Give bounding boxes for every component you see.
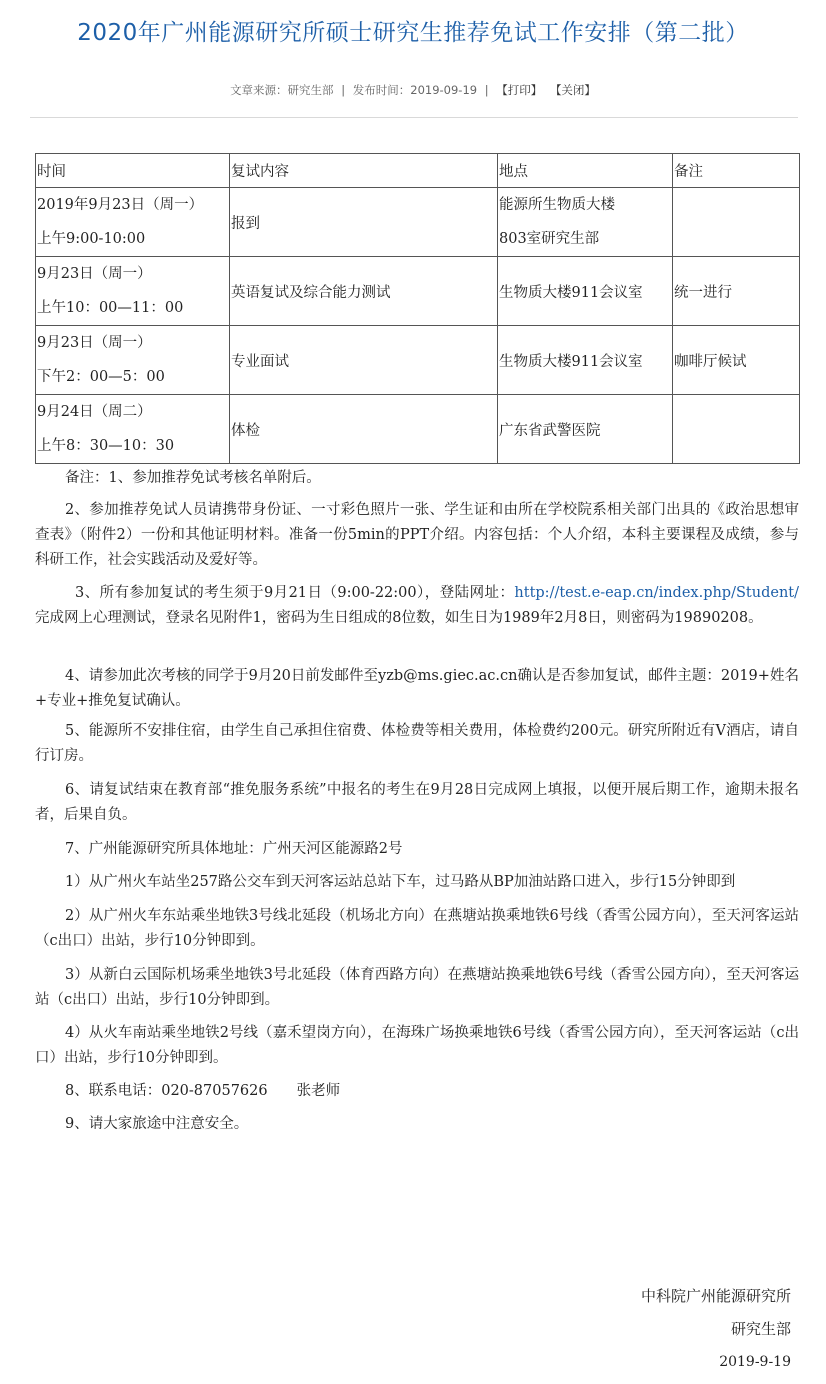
time-date: 9月24日（周二） <box>37 404 152 420</box>
table-row <box>36 257 800 326</box>
time-date: 2019年9月23日（周一） <box>37 197 204 213</box>
note-paragraph <box>35 581 799 631</box>
table-row <box>36 188 800 257</box>
place-cell: 广东省武警医院 <box>498 395 673 464</box>
note-paragraph: 5、能源所不安排住宿，由学生自己承担住宿费、体检费等相关费用，体检费约200元。研究所附近有V酒店，请自行订房。 <box>35 723 799 764</box>
header-divider <box>30 117 798 118</box>
test-url-link[interactable]: http://test.e-eap.cn/index.php/Student/ <box>514 585 799 601</box>
note-cell: 咖啡厅候试 <box>673 326 800 395</box>
time-range: 上午8：30—10：30 <box>37 438 175 454</box>
source-label: 文章来源：研究生部 <box>230 83 334 97</box>
place-line: 803室研究生部 <box>499 231 600 247</box>
route-paragraph: 2）从广州火车东站乘坐地铁3号线北延段（机场北方向）在燕塘站换乘地铁6号线（香雪公园方向），至天河客运站（c出口）出站，步行10分钟即到。 <box>35 908 799 949</box>
publish-date: 发布时间：2019-09-19 <box>352 83 478 97</box>
meta-separator: | <box>484 83 489 97</box>
note-paragraph: 9、请大家旅途中注意安全。 <box>65 1116 249 1132</box>
route-paragraph: 1）从广州火车站坐257路公交车到天河客运站总站下车，过马路从BP加油站路口进入，步行15分钟即到 <box>65 874 736 890</box>
table-header-row <box>36 154 800 188</box>
time-cell <box>36 257 230 326</box>
note-text: 完成网上心理测试，登录名见附件1，密码为生日组成的8位数，如生日为1989年2月8日，则密码为19890208。 <box>35 610 763 626</box>
close-link[interactable]: 【关闭】 <box>549 83 596 97</box>
header-cell: 地点 <box>498 154 673 188</box>
header-cell: 复试内容 <box>230 154 498 188</box>
content-cell: 报到 <box>230 188 498 257</box>
table-row <box>36 326 800 395</box>
schedule-table <box>35 153 800 464</box>
time-range: 上午9:00-10:00 <box>37 231 146 247</box>
place-line: 能源所生物质大楼 <box>499 197 615 213</box>
time-range: 上午10：00—11：00 <box>37 300 184 316</box>
place-cell <box>498 188 673 257</box>
note-paragraph: 7、广州能源研究所具体地址：广州天河区能源路2号 <box>65 841 403 857</box>
note-paragraph: 6、请复试结束在教育部“推免服务系统”中报名的考生在9月28日完成网上填报，以便开展后期工作，逾期未报名者，后果自负。 <box>35 782 799 823</box>
header-cell: 时间 <box>36 154 230 188</box>
time-cell <box>36 326 230 395</box>
print-link[interactable]: 【打印】 <box>496 83 543 97</box>
note-paragraph: 备注：1、参加推荐免试考核名单附后。 <box>65 470 321 486</box>
time-date: 9月23日（周一） <box>37 335 152 351</box>
time-cell <box>36 395 230 464</box>
article-title: 2020年广州能源研究所硕士研究生推荐免试工作安排（第二批） <box>77 20 749 46</box>
meta-separator: | <box>341 83 346 97</box>
note-text: 3、所有参加复试的考生须于9月21日（9:00-22:00），登陆网址： <box>75 585 515 601</box>
time-cell <box>36 188 230 257</box>
article-meta <box>0 82 826 98</box>
place-cell: 生物质大楼911会议室 <box>498 257 673 326</box>
note-paragraph: 4、请参加此次考核的同学于9月20日前发邮件至yzb@ms.giec.ac.cn确认是否参加复试，邮件主题：2019+姓名+专业+推免复试确认。 <box>35 668 799 709</box>
route-paragraph: 3）从新白云国际机场乘坐地铁3号北延段（体育西路方向）在燕塘站换乘地铁6号线（香雪公园方向），至天河客运站（c出口）出站，步行10分钟即到。 <box>35 967 799 1008</box>
note-paragraph: 2、参加推荐免试人员请携带身份证、一寸彩色照片一张、学生证和由所在学校院系相关部门出具的《政治思想审查表》（附件2）一份和其他证明材料。准备一份5min的PPT介绍。内容包括：个人介绍，本科主要课程及成绩，参与科研工作，社会实践活动及爱好等。 <box>35 502 799 568</box>
signature-dept: 研究生部 <box>730 1320 791 1338</box>
table-row <box>36 395 800 464</box>
signature-date: 2019-9-19 <box>719 1354 791 1370</box>
time-date: 9月23日（周一） <box>37 266 152 282</box>
time-range: 下午2：00—5：00 <box>37 369 165 385</box>
note-cell: 统一进行 <box>673 257 800 326</box>
route-paragraph: 4）从火车南站乘坐地铁2号线（嘉禾望岗方向），在海珠广场换乘地铁6号线（香雪公园方向），至天河客运站（c出口）出站，步行10分钟即到。 <box>35 1025 799 1066</box>
contact-paragraph: 8、联系电话：020-87057626 张老师 <box>65 1083 341 1099</box>
place-cell: 生物质大楼911会议室 <box>498 326 673 395</box>
header-cell: 备注 <box>673 154 800 188</box>
content-cell: 体检 <box>230 395 498 464</box>
note-cell <box>673 395 800 464</box>
content-cell: 专业面试 <box>230 326 498 395</box>
signature-org: 中科院广州能源研究所 <box>640 1287 791 1305</box>
content-cell: 英语复试及综合能力测试 <box>230 257 498 326</box>
note-cell <box>673 188 800 257</box>
